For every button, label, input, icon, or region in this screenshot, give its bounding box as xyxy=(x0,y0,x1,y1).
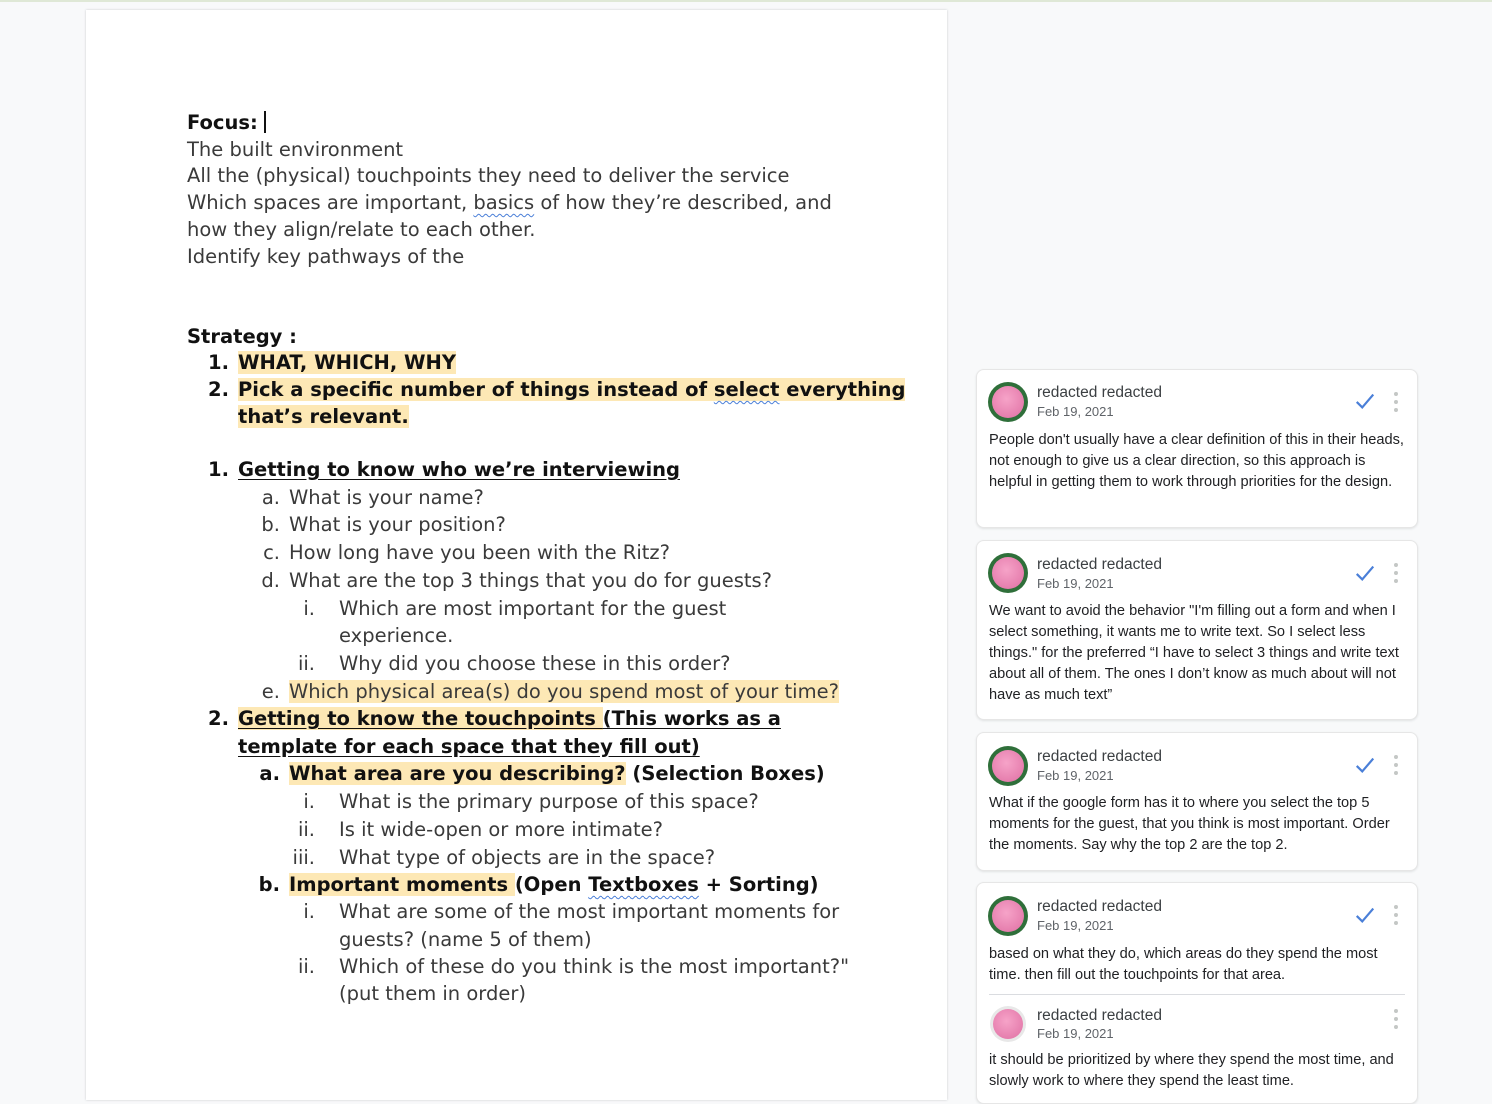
resolve-check-icon[interactable] xyxy=(1354,754,1376,776)
comment-text: What if the google form has it to where you select the top 5 moments for the guest, that you think is most important. Order the moments. Say why the top 2 are the top 2. xyxy=(989,795,1390,853)
reply-divider xyxy=(989,994,1405,995)
list-roman: i. xyxy=(303,790,315,813)
list-number: 1. xyxy=(208,351,229,374)
subsection-area: What area are you describing? (Selection Boxes) xyxy=(289,762,825,785)
question-ranking-cont: (put them in order) xyxy=(339,982,526,1005)
comment-thread[interactable] xyxy=(976,882,1418,1104)
reply-text: it should be prioritized by where they spend the most time, and slowly work to where they spend the least time. xyxy=(989,1052,1394,1089)
focus-heading: Focus: xyxy=(187,110,266,136)
text-cursor xyxy=(264,111,266,133)
question-top3: What are the top 3 things that you do for guests? xyxy=(289,569,773,592)
question-tenure: How long have you been with the Ritz? xyxy=(289,541,670,564)
question-openness: Is it wide-open or more intimate? xyxy=(339,818,664,841)
comment-date: Feb 19, 2021 xyxy=(1037,576,1114,591)
reply-more-options-icon[interactable] xyxy=(1394,1009,1398,1029)
top-border xyxy=(0,0,1492,2)
strategy-item-2-cont: that’s relevant. xyxy=(238,405,409,428)
question-purpose: What is the primary purpose of this space? xyxy=(339,790,759,813)
list-roman: i. xyxy=(303,900,315,923)
list-letter: a. xyxy=(261,486,280,509)
question-name: What is your name? xyxy=(289,486,484,509)
list-letter: b. xyxy=(258,873,280,896)
section1-title: Getting to know who we’re interviewing xyxy=(238,458,680,481)
question-objects: What type of objects are in the space? xyxy=(339,846,716,869)
avatar xyxy=(988,896,1028,936)
focus-line-5: Identify key pathways of the xyxy=(187,245,465,268)
more-options-icon[interactable] xyxy=(1394,905,1398,925)
comment-text: People don't usually have a clear definition of this in their heads, not enough to give us a clear direction, so this approach is helpful in getting them to work through priorities for the design. xyxy=(989,432,1404,490)
spelling-flag[interactable]: select xyxy=(713,378,780,401)
list-roman: ii. xyxy=(297,818,315,841)
avatar xyxy=(988,553,1028,593)
more-options-icon[interactable] xyxy=(1394,392,1398,412)
comment-date: Feb 19, 2021 xyxy=(1037,404,1114,419)
list-roman: ii. xyxy=(297,955,315,978)
reply-date: Feb 19, 2021 xyxy=(1037,1026,1114,1041)
question-position: What is your position? xyxy=(289,513,506,536)
list-roman: ii. xyxy=(297,652,315,675)
focus-line-2: All the (physical) touchpoints they need to deliver the service xyxy=(187,164,790,187)
list-number: 2. xyxy=(208,378,229,401)
list-letter: c. xyxy=(263,541,280,564)
resolve-check-icon[interactable] xyxy=(1354,390,1376,412)
resolve-check-icon[interactable] xyxy=(1354,562,1376,584)
focus-line-1: The built environment xyxy=(187,138,404,161)
reply-author: redacted redacted xyxy=(1037,1007,1162,1024)
comment-author: redacted redacted xyxy=(1037,384,1162,401)
comment-date: Feb 19, 2021 xyxy=(1037,918,1114,933)
strategy-item-1: WHAT, WHICH, WHY xyxy=(238,351,456,374)
comment-author: redacted redacted xyxy=(1037,748,1162,765)
section2-title-cont: template for each space that they fill out) xyxy=(238,735,700,758)
avatar xyxy=(988,746,1028,786)
question-moments-cont: guests? (name 5 of them) xyxy=(339,928,592,951)
focus-line-4: how they align/relate to each other. xyxy=(187,218,536,241)
strategy-heading: Strategy : xyxy=(187,325,297,348)
question-ranking: Which of these do you think is the most important?" xyxy=(339,955,850,978)
focus-line-3: Which spaces are important, basics of how they’re described, and xyxy=(187,191,832,214)
list-letter: b. xyxy=(261,513,280,536)
question-important: Which are most important for the guest xyxy=(339,597,727,620)
section2-title: Getting to know the touchpoints (This works as a xyxy=(238,707,781,730)
spelling-flag[interactable]: basics xyxy=(473,191,535,214)
question-order: Why did you choose these in this order? xyxy=(339,652,731,675)
list-roman: iii. xyxy=(292,846,315,869)
comment-text: We want to avoid the behavior "I'm filling out a form and when I select something, it wants me to write text. So I select less things." for the preferred “I have to select 3 things and write text about all of them. The ones I don’t know as much about will not have as much text” xyxy=(989,603,1399,703)
resolve-check-icon[interactable] xyxy=(1354,904,1376,926)
comment-thread[interactable] xyxy=(976,369,1418,528)
list-letter: e. xyxy=(261,680,280,703)
avatar xyxy=(988,382,1028,422)
reply-avatar xyxy=(990,1006,1026,1042)
subsection-moments: Important moments (Open Textboxes + Sorting) xyxy=(289,873,819,896)
comment-author: redacted redacted xyxy=(1037,898,1162,915)
question-moments: What are some of the most important moments for xyxy=(339,900,840,923)
list-roman: i. xyxy=(303,597,315,620)
question-important-cont: experience. xyxy=(339,624,454,647)
list-number: 1. xyxy=(208,458,229,481)
strategy-item-2: Pick a specific number of things instead of select everything xyxy=(238,378,906,401)
comment-text: based on what they do, which areas do they spend the most time. then fill out the touchpoints for that area. xyxy=(989,946,1378,983)
more-options-icon[interactable] xyxy=(1394,755,1398,775)
list-number: 2. xyxy=(208,707,229,730)
comment-thread[interactable] xyxy=(976,540,1418,720)
comment-author: redacted redacted xyxy=(1037,556,1162,573)
comment-thread[interactable] xyxy=(976,732,1418,871)
question-area: Which physical area(s) do you spend most of your time? xyxy=(289,680,839,703)
comment-date: Feb 19, 2021 xyxy=(1037,768,1114,783)
list-letter: a. xyxy=(259,762,280,785)
spelling-flag[interactable]: Textboxes xyxy=(588,873,699,896)
more-options-icon[interactable] xyxy=(1394,563,1398,583)
list-letter: d. xyxy=(261,569,280,592)
